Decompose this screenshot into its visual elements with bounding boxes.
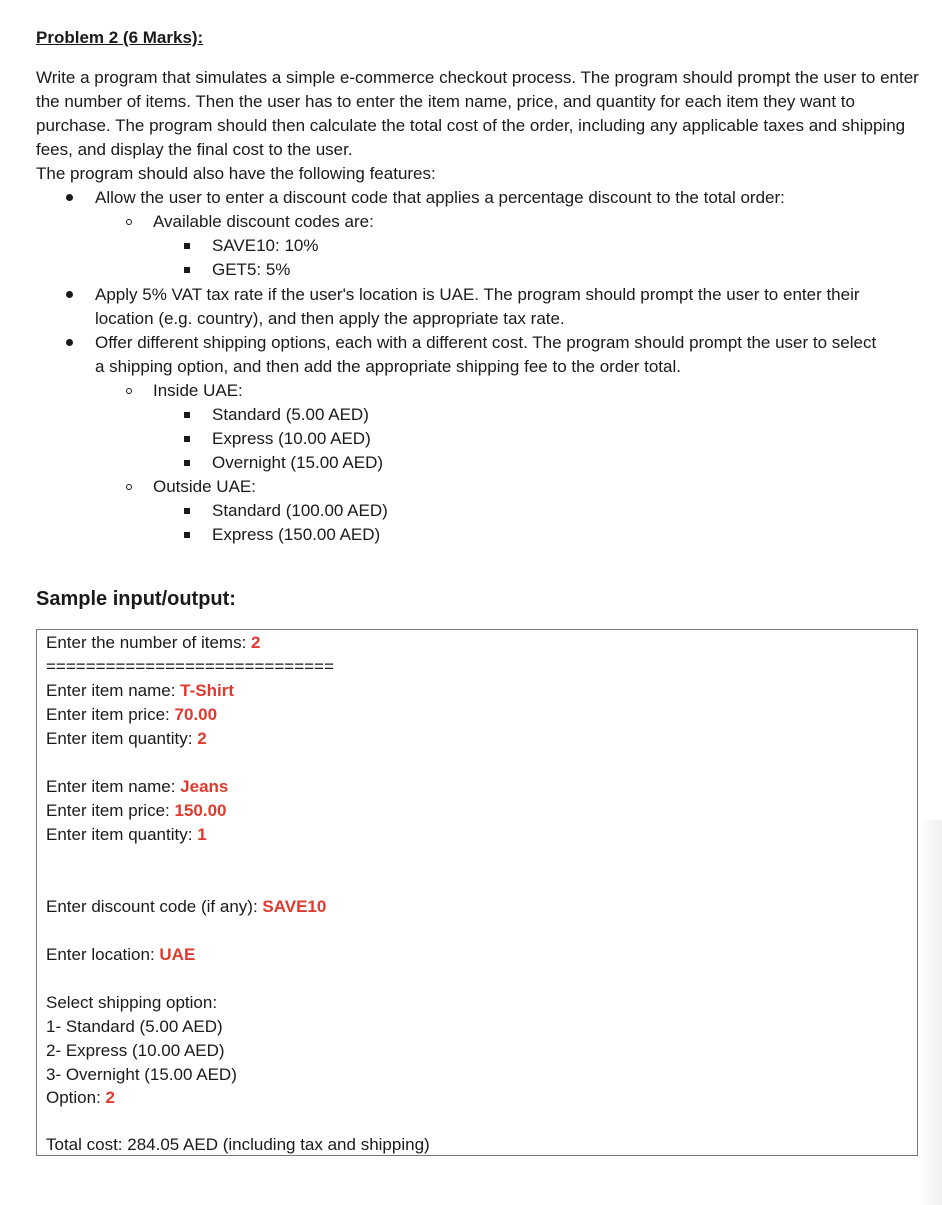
sample-io-box (36, 629, 918, 1156)
shipping-option-item: Overnight (15.00 AED) (212, 453, 384, 472)
bullet-circle-icon (126, 484, 132, 490)
prompt-text: Enter the number of items: (46, 633, 252, 652)
shipping-prompt: Select shipping option: (46, 993, 218, 1012)
io-line (46, 727, 207, 751)
bullet-square-icon (184, 243, 190, 249)
feature-discount: Allow the user to enter a discount code that applies a percentage discount to the total order: (95, 188, 785, 207)
discount-code-item: GET5: 5% (212, 260, 291, 279)
prompt-text: Option: (46, 1088, 106, 1107)
prompt-text: Enter item name: (46, 777, 181, 796)
io-line (46, 775, 228, 799)
bullet-circle-icon (126, 388, 132, 394)
shipping-option-item: Standard (5.00 AED) (212, 405, 369, 424)
feature-vat-line2: location (e.g. country), and then apply the appropriate tax rate. (95, 309, 565, 328)
prompt-text: Enter discount code (if any): (46, 897, 263, 916)
total-cost-output: Total cost: 284.05 AED (including tax and shipping) (46, 1135, 430, 1154)
bullet-dot-icon (66, 291, 73, 298)
input-value: T-Shirt (180, 681, 235, 700)
prompt-text: Enter item quantity: (46, 729, 198, 748)
shipping-menu-option: 1- Standard (5.00 AED) (46, 1017, 223, 1036)
discount-code-item: SAVE10: 10% (212, 236, 319, 255)
outside-uae-label: Outside UAE: (153, 477, 256, 496)
bullet-square-icon (184, 460, 190, 466)
input-value: SAVE10 (262, 897, 327, 916)
io-line (46, 799, 227, 823)
prompt-text: Enter item name: (46, 681, 181, 700)
bullet-square-icon (184, 532, 190, 538)
feature-vat-line1: Apply 5% VAT tax rate if the user's location is UAE. The program should prompt the user to enter their (95, 285, 860, 304)
prompt-text: Enter location: (46, 945, 160, 964)
io-line (46, 943, 195, 967)
input-value: 150.00 (174, 801, 227, 820)
shipping-menu-option: 3- Overnight (15.00 AED) (46, 1065, 237, 1084)
feature-shipping-line2: a shipping option, and then add the appropriate shipping fee to the order total. (95, 357, 681, 376)
inside-uae-label: Inside UAE: (153, 381, 243, 400)
discount-codes-label: Available discount codes are: (153, 212, 374, 231)
input-value: 2 (105, 1088, 116, 1107)
bullet-dot-icon (66, 194, 73, 201)
io-line (46, 823, 207, 847)
io-line (46, 703, 217, 727)
prompt-text: Enter item price: (46, 705, 175, 724)
problem-heading: Problem 2 (6 Marks): (36, 28, 204, 47)
io-line (46, 1086, 115, 1110)
bullet-square-icon (184, 508, 190, 514)
io-line (46, 895, 326, 919)
intro-paragraph: Write a program that simulates a simple e-commerce checkout process. The program should prompt the user to enter the number of items. Then the user has to enter the item name, price, and quantity for each item they want to purchase. The program should then calculate the total cost of the order, including any applicable taxes and shipping fees, and display the final cost to the user. (36, 68, 919, 159)
shipping-option-item: Express (10.00 AED) (212, 429, 371, 448)
input-value: 70.00 (174, 705, 218, 724)
shipping-menu-option: 2- Express (10.00 AED) (46, 1041, 225, 1060)
sample-heading: Sample input/output: (36, 588, 236, 610)
input-value: 2 (251, 633, 261, 652)
prompt-text: Enter item price: (46, 801, 175, 820)
bullet-square-icon (184, 436, 190, 442)
io-line (46, 679, 234, 703)
bullet-square-icon (184, 267, 190, 273)
separator-line: ============================= (46, 657, 334, 676)
input-value: UAE (159, 945, 196, 964)
input-value: 1 (197, 825, 207, 844)
bullet-circle-icon (126, 219, 132, 225)
shipping-option-item: Express (150.00 AED) (212, 525, 381, 544)
bullet-square-icon (184, 412, 190, 418)
input-value: 2 (197, 729, 207, 748)
feature-shipping-line1: Offer different shipping options, each with a different cost. The program should prompt the user to select (95, 333, 877, 352)
io-line (46, 631, 261, 655)
input-value: Jeans (180, 777, 229, 796)
features-intro: The program should also have the following features: (36, 164, 436, 183)
prompt-text: Enter item quantity: (46, 825, 198, 844)
bullet-dot-icon (66, 339, 73, 346)
shipping-option-item: Standard (100.00 AED) (212, 501, 388, 520)
page-edge-shadow (920, 820, 942, 1205)
